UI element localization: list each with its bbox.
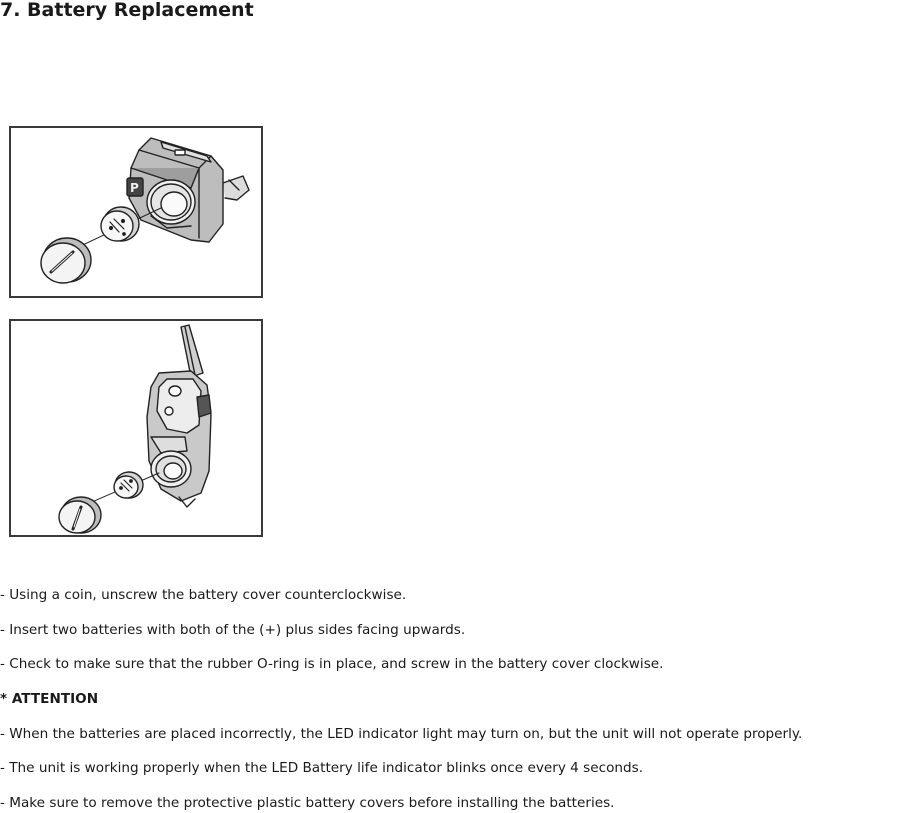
collar-receiver-battery-diagram [9, 126, 263, 298]
note-line-1: - When the batteries are placed incorrectly, the LED indicator light may turn on, but the unit will not operate properly. [0, 726, 803, 742]
attention-heading: * ATTENTION [0, 691, 99, 707]
instruction-line-1: - Using a coin, unscrew the battery cover counterclockwise. [0, 587, 407, 603]
transmitter-illustration [11, 321, 261, 535]
transmitter-battery-diagram [9, 319, 263, 537]
note-line-3: - Make sure to remove the protective plastic battery covers before installing the batteries. [0, 795, 615, 811]
svg-text:P: P [130, 181, 139, 195]
collar-receiver-illustration [11, 128, 261, 296]
note-line-2: - The unit is working properly when the LED Battery life indicator blinks once every 4 seconds. [0, 760, 644, 776]
instruction-line-3: - Check to make sure that the rubber O-ring is in place, and screw in the battery cover clockwise. [0, 656, 664, 672]
instruction-line-2: - Insert two batteries with both of the (+) plus sides facing upwards. [0, 622, 466, 638]
section-title: 7. Battery Replacement [0, 0, 254, 21]
